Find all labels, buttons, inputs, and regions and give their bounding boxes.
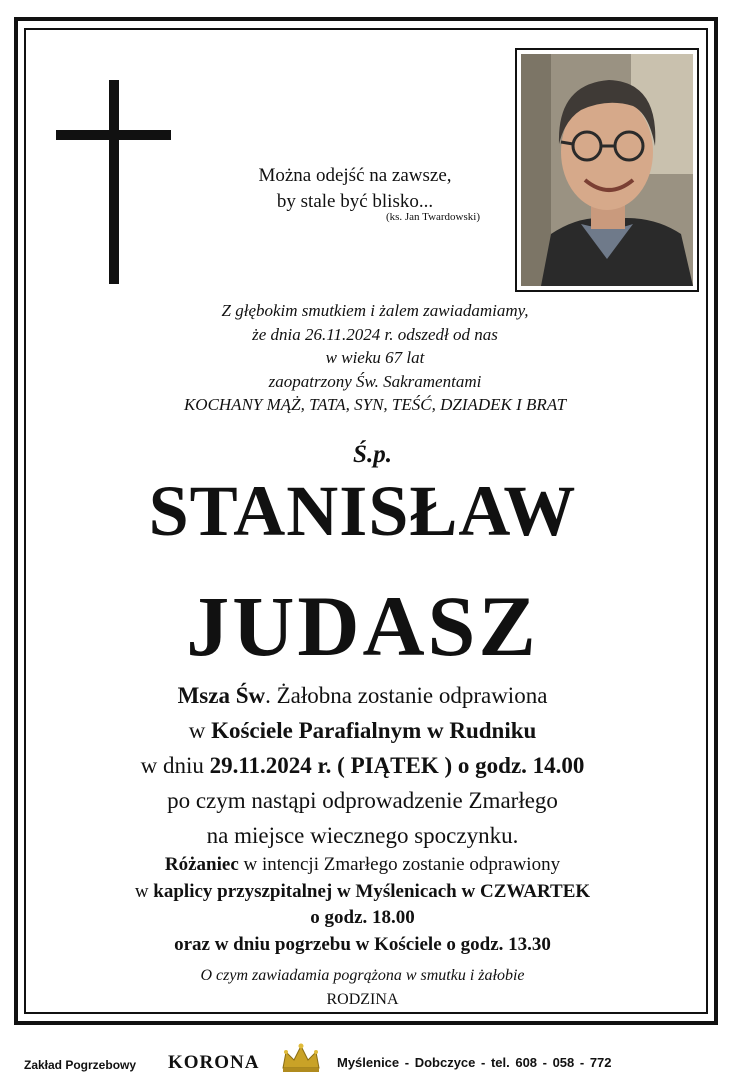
family-signature: RODZINA: [326, 991, 399, 1008]
closing: [60, 964, 665, 1012]
rosary-text: w: [134, 880, 154, 902]
chapel-name: kaplicy przyszpitalnej w Myślenicach w CZWARTEK: [153, 880, 591, 902]
footer-brand: KORONA: [168, 1052, 260, 1073]
mass-text: w dniu: [140, 753, 210, 778]
funeral-mass-info: [60, 678, 665, 853]
mass-text: . Żałobna zostanie odprawiona: [265, 683, 548, 708]
portrait-photo: [521, 54, 693, 286]
announcement-line: zaopatrzony Św. Sakramentami: [268, 371, 482, 391]
portrait-frame: [515, 48, 699, 292]
rosary-text: w intencji Zmarłego zostanie odprawiony: [238, 854, 561, 875]
funeral-day-rosary: oraz w dniu pogrzebu w Kościele o godz. 13.30: [174, 933, 551, 955]
name-prefix: Ś.p.: [353, 441, 392, 468]
announcement: [80, 299, 670, 417]
rosary-line-2: [60, 879, 665, 906]
mass-line-1: [60, 678, 665, 713]
announcement-line: Z głębokim smutkiem i żalem zawiadamiamy,: [221, 301, 529, 320]
cross-icon: [56, 80, 171, 284]
quote-author: (ks. Jan Twardowski): [385, 211, 480, 223]
rosary-line-3: [60, 905, 665, 932]
mass-text: w: [188, 718, 212, 743]
rosary-time: o godz. 18.00: [310, 907, 415, 928]
footer-company: Zakład Pogrzebowy: [24, 1058, 137, 1072]
church-name: Kościele Parafialnym w Rudniku: [211, 718, 537, 743]
quote: [220, 163, 490, 215]
last-name: JUDASZ: [186, 578, 539, 674]
first-name: STANISŁAW: [148, 471, 577, 551]
quote-line-2: by stale być blisko...: [276, 191, 434, 212]
announcement-line: że dnia 26.11.2024 r. odszedł od nas: [252, 324, 498, 344]
rosary-label: Różaniec: [164, 854, 239, 875]
portrait-illustration: [521, 54, 693, 286]
rosary-info: [60, 852, 665, 958]
rosary-line-1: [60, 852, 665, 879]
footer-contact: Myślenice - Dobczyce - tel. 608 - 058 - 772: [337, 1055, 612, 1070]
mass-label: Msza Św: [177, 683, 266, 708]
announcement-line: KOCHANY MĄŻ, TATA, SYN, TEŚĆ, DZIADEK I BRAT: [183, 395, 567, 414]
rosary-line-4: [60, 932, 665, 959]
mass-datetime: 29.11.2024 r. ( PIĄTEK ) o godz. 14.00: [209, 753, 585, 778]
mass-line-2: [60, 713, 665, 748]
mass-line-4: po czym nastąpi odprowadzenie Zmarłego: [167, 788, 558, 813]
footer: [0, 1042, 745, 1078]
mass-line-5: na miejsce wiecznego spoczynku.: [206, 823, 519, 848]
crown-icon: [280, 1042, 322, 1074]
quote-line-1: Można odejść na zawsze,: [258, 165, 452, 186]
mass-line-3: [60, 748, 665, 783]
announcement-line: w wieku 67 lat: [325, 348, 425, 367]
closing-line: O czym zawiadamia pogrążona w smutku i żałobie: [200, 967, 525, 984]
